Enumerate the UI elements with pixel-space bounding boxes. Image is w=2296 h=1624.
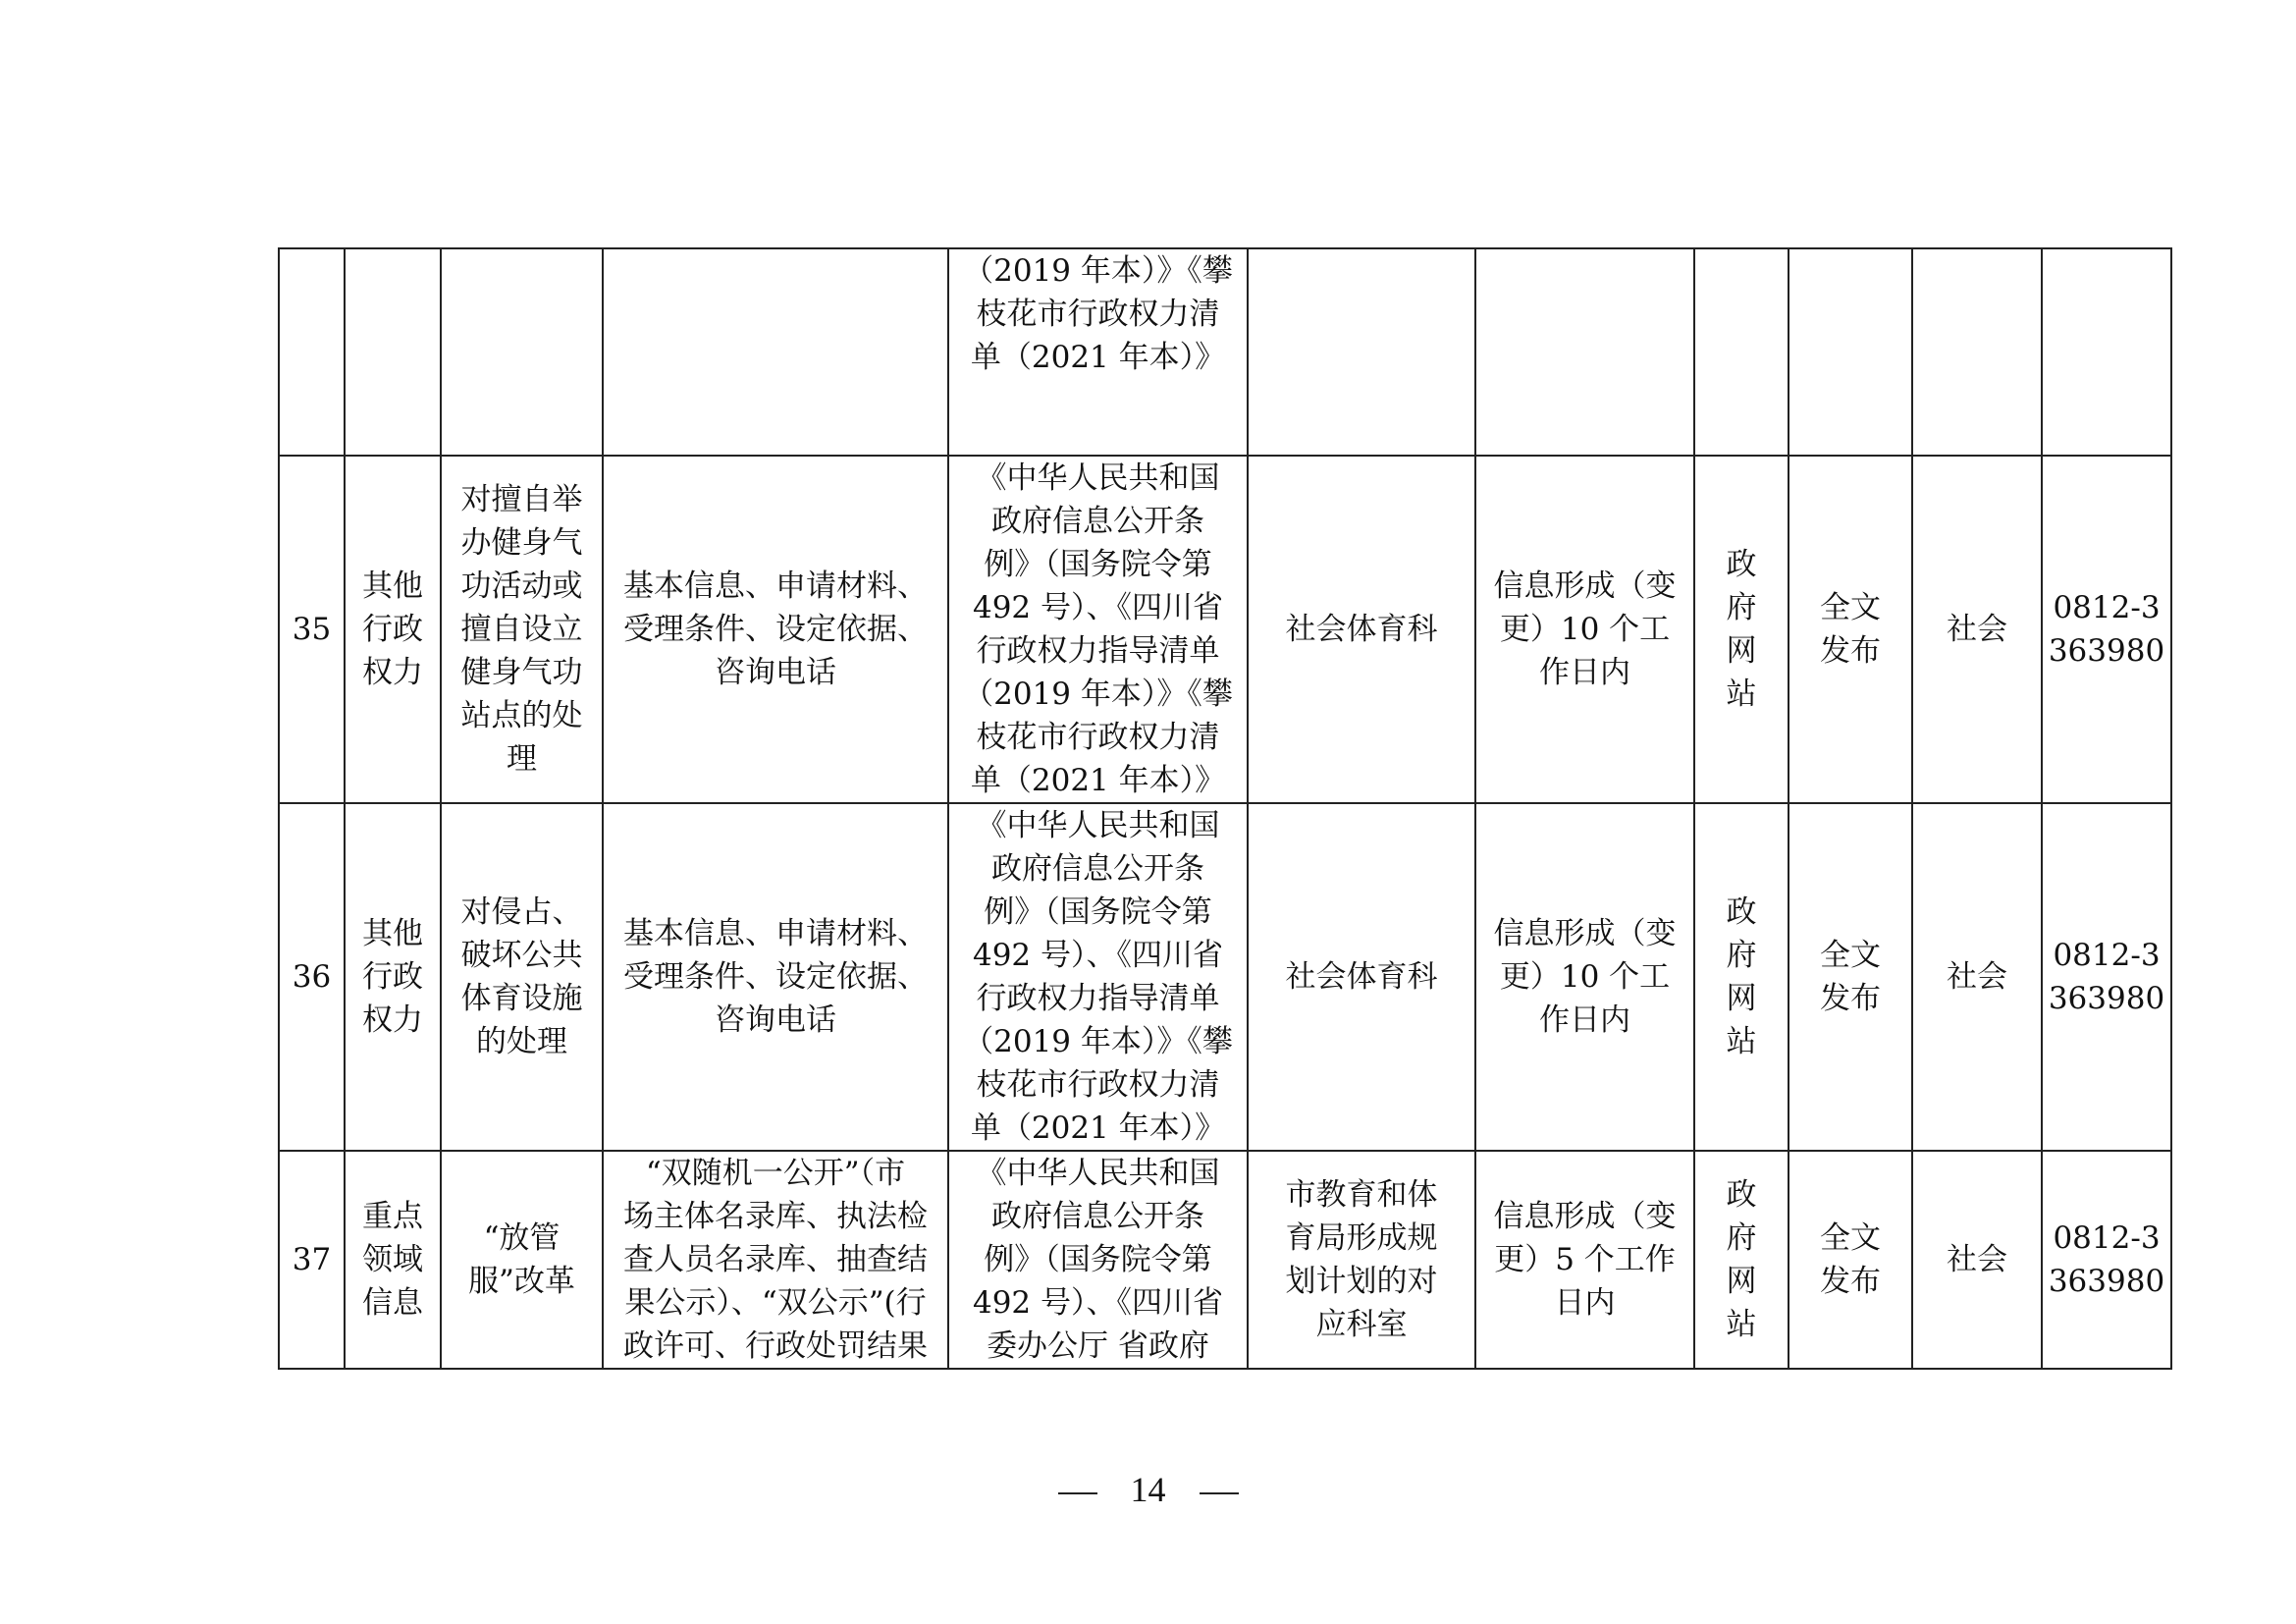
text-line: 理 [507, 741, 537, 777]
cell-method [1789, 248, 1912, 456]
text-line: 例》（国务院令第 [984, 547, 1212, 582]
cell-time [1475, 1151, 1694, 1369]
text-line: 府 [1726, 1220, 1757, 1256]
text-line: 咨询电话 [715, 1002, 836, 1038]
text-line: 信息形成（变 [1493, 1199, 1677, 1234]
text-line: 全文 [1820, 590, 1881, 625]
cell-phone [2042, 1151, 2171, 1369]
page-footer [0, 1466, 2296, 1513]
text-line: 更）5 个工作 [1494, 1242, 1676, 1277]
text-line: 作日内 [1539, 1002, 1630, 1038]
text-line: 《中华人民共和国 [976, 460, 1220, 496]
cell-channel [1694, 248, 1789, 456]
text-line: 权力 [362, 1002, 423, 1038]
text-line: “放管 [483, 1220, 561, 1256]
text-line: 363980 [2048, 633, 2165, 669]
text-line: 例》（国务院令第 [984, 1242, 1212, 1277]
cell-basis [948, 456, 1248, 803]
cell-no [279, 248, 345, 456]
text-line: 35 [292, 612, 332, 647]
text-line: 政 [1726, 1177, 1757, 1213]
footer-dash-left [1058, 1492, 1097, 1494]
text-line: 行政 [362, 612, 423, 647]
text-line: 社会 [1947, 612, 2007, 647]
table-row [279, 803, 2171, 1151]
text-line: 发布 [1820, 1264, 1881, 1299]
text-line: 行政权力指导清单 [976, 981, 1220, 1016]
cell-basis [948, 248, 1248, 456]
cell-scope [1912, 456, 2042, 803]
cell-channel [1694, 803, 1789, 1151]
text-line: 0812-3 [2053, 1220, 2161, 1256]
text-line: 受理条件、设定依据、 [623, 612, 928, 647]
text-line: 《中华人民共和国 [976, 808, 1220, 843]
text-line: 育局形成规 [1285, 1220, 1438, 1256]
text-line: 网 [1726, 981, 1757, 1016]
cell-no [279, 1151, 345, 1369]
table-row [279, 1151, 2171, 1369]
cell-method [1789, 456, 1912, 803]
text-line: （2019 年本）》《攀 [963, 253, 1233, 289]
text-line: （2019 年本）》《攀 [963, 677, 1233, 712]
cell-dept [1248, 1151, 1475, 1369]
text-line: 对侵占、 [460, 894, 583, 930]
footer-dash-right [1200, 1492, 1239, 1494]
text-line: 受理条件、设定依据、 [623, 959, 928, 995]
text-line: 站 [1726, 677, 1757, 712]
cell-phone [2042, 456, 2171, 803]
text-line: 363980 [2048, 981, 2165, 1016]
text-line: 枝花市行政权力清 [976, 720, 1220, 755]
cell-category [345, 248, 441, 456]
text-line: 咨询电话 [715, 655, 836, 690]
text-line: 社会体育科 [1285, 612, 1438, 647]
text-line: 权力 [362, 655, 423, 690]
text-line: 单（2021 年本）》 [970, 340, 1226, 375]
text-line: 492 号）、《四川省 [972, 938, 1224, 973]
text-line: （2019 年本）》《攀 [963, 1024, 1233, 1059]
cell-channel [1694, 1151, 1789, 1369]
text-line: 37 [292, 1242, 332, 1277]
cell-dept [1248, 803, 1475, 1151]
text-line: 行政 [362, 959, 423, 995]
text-line: 社会 [1947, 1242, 2007, 1277]
text-line: 信息形成（变 [1493, 916, 1677, 951]
cell-scope [1912, 803, 2042, 1151]
text-line: 政 [1726, 547, 1757, 582]
page-number: 14 [1130, 1470, 1166, 1509]
cell-scope [1912, 248, 2042, 456]
cell-content [603, 1151, 948, 1369]
cell-content [603, 456, 948, 803]
cell-category [345, 803, 441, 1151]
text-line: 服”改革 [468, 1264, 575, 1299]
text-line: 市教育和体 [1285, 1177, 1438, 1213]
text-line: 492 号）、《四川省 [972, 590, 1224, 625]
text-line: 基本信息、申请材料、 [623, 916, 928, 951]
text-line: 网 [1726, 1264, 1757, 1299]
text-line: 社会体育科 [1285, 959, 1438, 995]
text-line: 36 [292, 959, 332, 995]
text-line: 政府信息公开条 [991, 504, 1204, 539]
text-line: “双随机一公开”（市 [645, 1156, 906, 1191]
text-line: 领域 [362, 1242, 423, 1277]
text-line: 体育设施 [460, 981, 583, 1016]
text-line: 例》（国务院令第 [984, 894, 1212, 930]
cell-category [345, 456, 441, 803]
text-line: 日内 [1554, 1285, 1616, 1321]
text-line: 基本信息、申请材料、 [623, 568, 928, 604]
cell-time [1475, 248, 1694, 456]
text-line: 363980 [2048, 1264, 2165, 1299]
text-line: 重点 [362, 1199, 423, 1234]
text-line: 健身气功 [460, 655, 583, 690]
text-line: 对擅自举 [460, 482, 583, 517]
text-line: 更）10 个工 [1499, 959, 1671, 995]
cell-item [441, 1151, 603, 1369]
cell-time [1475, 803, 1694, 1151]
table-row-continued [279, 248, 2171, 456]
text-line: 委办公厅 省政府 [987, 1328, 1209, 1364]
text-line: 信息 [362, 1285, 423, 1321]
cell-item [441, 456, 603, 803]
text-line: 其他 [362, 916, 423, 951]
cell-dept [1248, 248, 1475, 456]
text-line: 政许可、行政处罚结果 [623, 1328, 928, 1364]
text-line: 功活动或 [460, 568, 583, 604]
text-line: 政府信息公开条 [991, 851, 1204, 887]
cell-category [345, 1151, 441, 1369]
text-line: 站点的处 [460, 698, 583, 733]
text-line: 492 号）、《四川省 [972, 1285, 1224, 1321]
cell-method [1789, 1151, 1912, 1369]
text-line: 政 [1726, 894, 1757, 930]
text-line: 枝花市行政权力清 [976, 1067, 1220, 1103]
text-line: 网 [1726, 633, 1757, 669]
cell-time [1475, 456, 1694, 803]
text-line: 府 [1726, 590, 1757, 625]
cell-no [279, 456, 345, 803]
cell-basis [948, 803, 1248, 1151]
text-line: 单（2021 年本）》 [970, 763, 1226, 798]
text-line: 破坏公共 [460, 938, 583, 973]
text-line: 全文 [1820, 1220, 1881, 1256]
text-line: 划计划的对 [1285, 1264, 1438, 1299]
cell-item [441, 248, 603, 456]
text-line: 发布 [1820, 981, 1881, 1016]
cell-content [603, 248, 948, 456]
text-line: 单（2021 年本）》 [970, 1110, 1226, 1146]
text-line: 场主体名录库、执法检 [623, 1199, 928, 1234]
text-line: 更）10 个工 [1499, 612, 1671, 647]
cell-phone [2042, 803, 2171, 1151]
text-line: 政府信息公开条 [991, 1199, 1204, 1234]
text-line: 全文 [1820, 938, 1881, 973]
text-line: 办健身气 [460, 525, 583, 561]
text-line: 0812-3 [2053, 938, 2161, 973]
text-line: 站 [1726, 1307, 1757, 1342]
text-line: 其他 [362, 568, 423, 604]
table-row [279, 456, 2171, 803]
text-line: 行政权力指导清单 [976, 633, 1220, 669]
cell-scope [1912, 1151, 2042, 1369]
cell-method [1789, 803, 1912, 1151]
text-line: 府 [1726, 938, 1757, 973]
text-line: 果公示）、“双公示”(行 [624, 1285, 927, 1321]
cell-channel [1694, 456, 1789, 803]
text-line: 信息形成（变 [1493, 568, 1677, 604]
text-line: 《中华人民共和国 [976, 1156, 1220, 1191]
disclosure-table [278, 247, 2172, 1370]
text-line: 社会 [1947, 959, 2007, 995]
cell-no [279, 803, 345, 1151]
text-line: 作日内 [1539, 655, 1630, 690]
text-line: 0812-3 [2053, 590, 2161, 625]
text-line: 查人员名录库、抽查结 [623, 1242, 928, 1277]
cell-dept [1248, 456, 1475, 803]
text-line: 擅自设立 [460, 612, 583, 647]
cell-phone [2042, 248, 2171, 456]
text-line: 站 [1726, 1024, 1757, 1059]
cell-item [441, 803, 603, 1151]
cell-basis [948, 1151, 1248, 1369]
text-line: 的处理 [476, 1024, 567, 1059]
cell-content [603, 803, 948, 1151]
text-line: 枝花市行政权力清 [976, 297, 1220, 332]
text-line: 发布 [1820, 633, 1881, 669]
text-line: 应科室 [1315, 1307, 1408, 1342]
